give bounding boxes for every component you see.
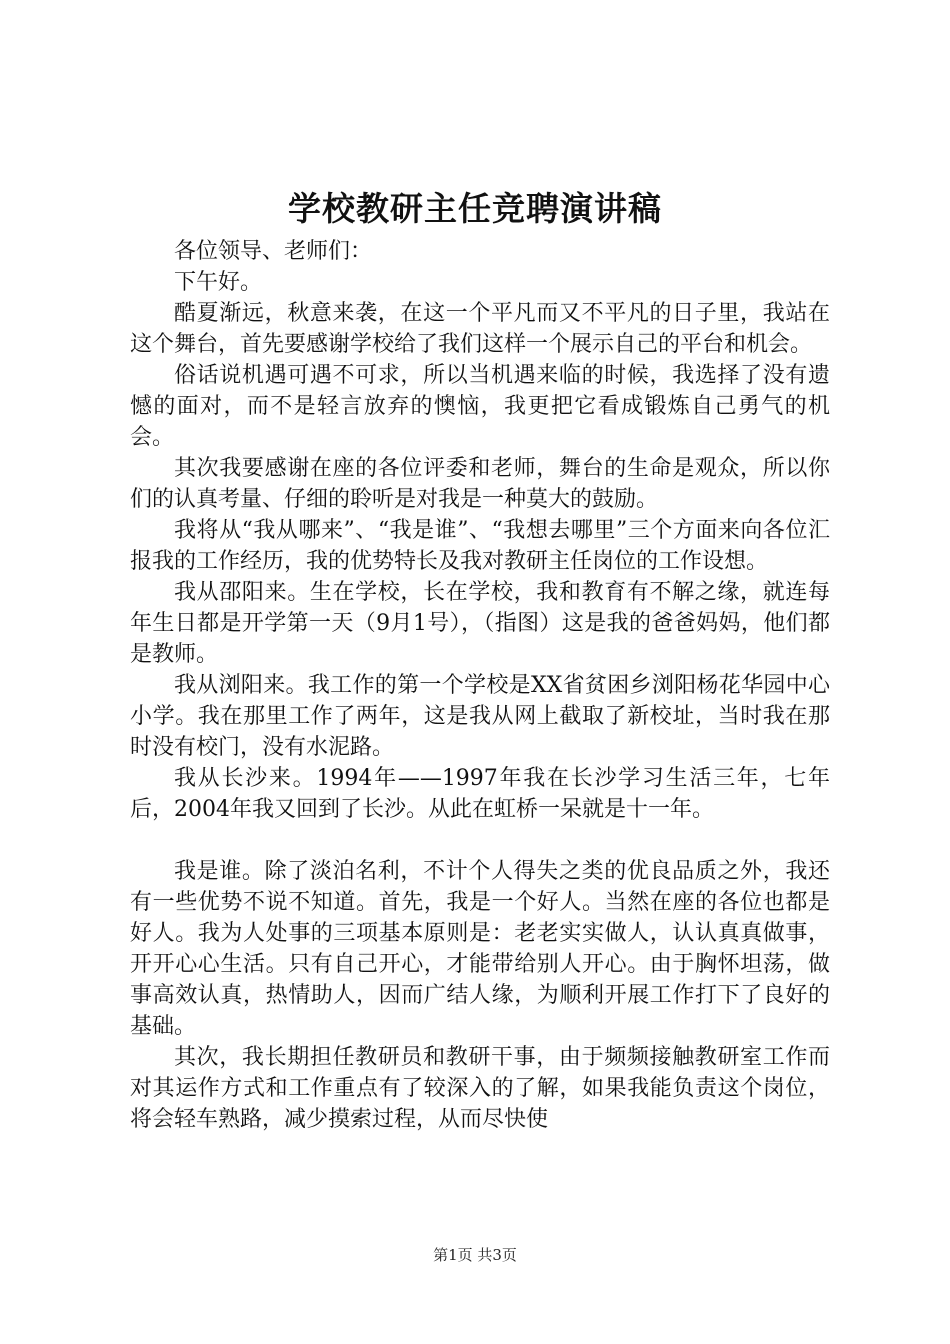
paragraph: 其次，我长期担任教研员和教研干事，由于频频接触教研室工作而对其运作方式和工作重点有了较深入的了解，如果我能负责这个岗位，将会轻车熟路，减少摸索过程，从而尽快使 [130,1045,830,1132]
page-number: 第1页 共3页 [433,1246,517,1264]
greeting: 各位领导、老师们： [174,239,373,264]
salutation: 下午好。 [174,270,263,295]
paragraph: 其次我要感谢在座的各位评委和老师，舞台的生命是观众，所以你们的认真考量、仔细的聆听是对我是一种莫大的鼓励。 [130,456,830,512]
paragraph: 我将从“我从哪来”、“我是谁”、“我想去哪里”三个方面来向各位汇报我的工作经历，我的优势特长及我对教研主任岗位的工作设想。 [130,518,831,574]
paragraph: 我是谁。除了淡泊名利，不计个人得失之类的优良品质之外，我还有一些优势不说不知道。首先，我是一个好人。当然在座的各位也都是好人。我为人处事的三项基本原则是：老老实实做人，认认真真做事，开开心心生活。只有自己开心，才能带给别人开心。由于胸怀坦荡，做事高效认真，热情助人，因而广结人缘，为顺利开展工作打下了良好的基础。 [130,859,830,1039]
paragraph: 酷夏渐远，秋意来袭，在这一个平凡而又不平凡的日子里，我站在这个舞台，首先要感谢学校给了我们这样一个展示自己的平台和机会。 [130,301,830,357]
paragraph: 我从长沙来。1994年——1997年我在长沙学习生活三年，七年后，2004年我又回到了长沙。从此在虹桥一呆就是十一年。 [130,766,830,822]
document-body [130,236,830,1135]
paragraph: 俗话说机遇可遇不可求，所以当机遇来临的时候，我选择了没有遗憾的面对，而不是轻言放弃的懊恼，我更把它看成锻炼自己勇气的机会。 [130,363,830,450]
paragraph: 我从浏阳来。我工作的第一个学校是XX省贫困乡浏阳杨花华园中心小学。我在那里工作了两年，这是我从网上截取了新校址，当时我在那时没有校门，没有水泥路。 [130,673,830,760]
document-title: 学校教研主任竞聘演讲稿 [288,189,662,228]
paragraph: 我从邵阳来。生在学校，长在学校，我和教育有不解之缘，就连每年生日都是开学第一天（9月1号），（指图）这是我的爸爸妈妈，他们都是教师。 [130,580,830,667]
